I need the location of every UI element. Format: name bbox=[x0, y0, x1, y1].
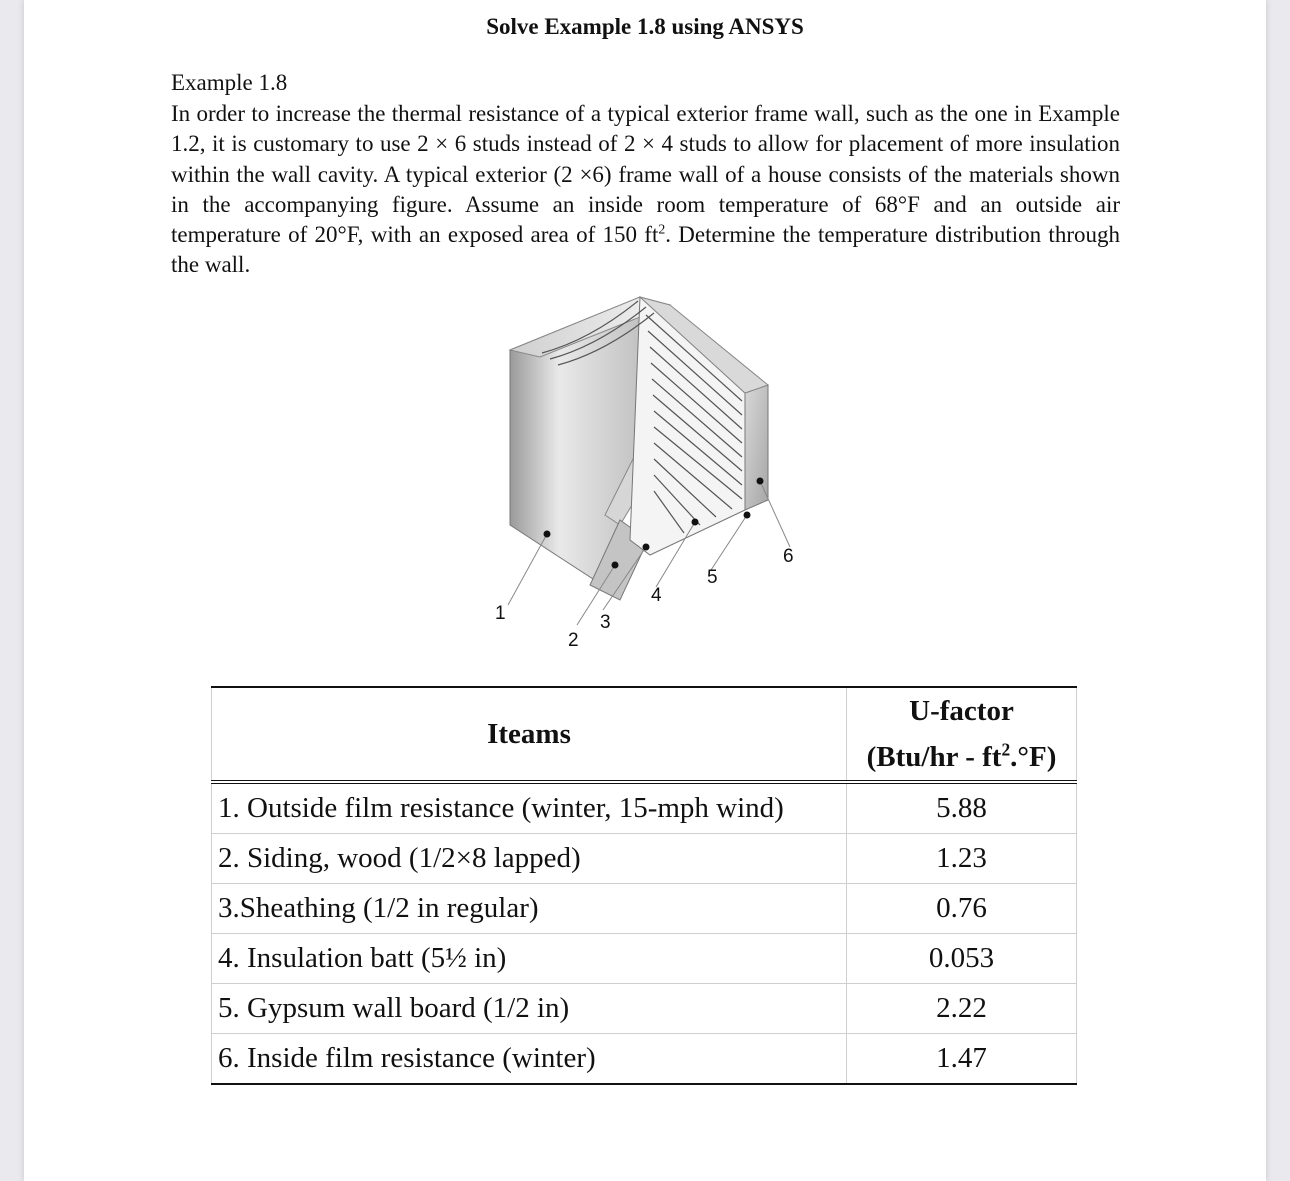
example-heading: Example 1.8 bbox=[171, 70, 288, 95]
problem-text-end: . Determine the temperature distribution through the wall. bbox=[171, 222, 1120, 278]
row-item: 2. Siding, wood (1/2×8 lapped) bbox=[212, 834, 847, 884]
problem-text-start: In order to increase the thermal resistance of a typical exterior frame wall, such as the one in Example 1.2, it is customary to use 2 × 6 studs instead of 2 × 4 studs to allow for placement of more insulation within the wall cavity. A typical exterior (2 ×6) frame wall of a house consists of the materials shown in the accompanying figure. Assume an inside room temperature of 68°F and an outside air temperature of 20°F, with an exposed area of 150 ft bbox=[171, 101, 1120, 248]
layer-label-5: 5 bbox=[707, 567, 718, 588]
row-item: 5. Gypsum wall board (1/2 in) bbox=[212, 984, 847, 1034]
row-value: 0.76 bbox=[847, 884, 1077, 934]
layer-label-4: 4 bbox=[651, 585, 662, 606]
table-row bbox=[212, 834, 1077, 884]
row-value: 1.23 bbox=[847, 834, 1077, 884]
wall-diagram bbox=[470, 285, 810, 665]
header-u-factor bbox=[847, 687, 1077, 782]
table-row bbox=[212, 782, 1077, 834]
row-value: 0.053 bbox=[847, 934, 1077, 984]
row-value: 2.22 bbox=[847, 984, 1077, 1034]
layer-label-2: 2 bbox=[568, 630, 579, 651]
unit-exponent: 2 bbox=[1001, 739, 1011, 760]
table-row bbox=[212, 934, 1077, 984]
header-items: Iteams bbox=[212, 687, 847, 782]
u-factor-unit bbox=[853, 734, 1070, 780]
table-row bbox=[212, 984, 1077, 1034]
table-row bbox=[212, 884, 1077, 934]
u-factor-table bbox=[211, 686, 1077, 1085]
unit-text-end: .°F) bbox=[1010, 741, 1057, 773]
row-item: 6. Inside film resistance (winter) bbox=[212, 1034, 847, 1085]
row-item: 3.Sheathing (1/2 in regular) bbox=[212, 884, 847, 934]
row-item: 4. Insulation batt (5½ in) bbox=[212, 934, 847, 984]
wall-layers-figure bbox=[470, 285, 810, 665]
problem-statement bbox=[171, 99, 1120, 281]
table-row bbox=[212, 1034, 1077, 1085]
row-value: 5.88 bbox=[847, 782, 1077, 834]
unit-text: (Btu/hr - ft bbox=[866, 741, 1002, 773]
row-item: 1. Outside film resistance (winter, 15-mph wind) bbox=[212, 782, 847, 834]
row-value: 1.47 bbox=[847, 1034, 1077, 1085]
layer-label-1: 1 bbox=[495, 603, 506, 624]
page-title: Solve Example 1.8 using ANSYS bbox=[486, 14, 804, 39]
layer-label-6: 6 bbox=[783, 546, 794, 567]
table-header-row bbox=[212, 687, 1077, 782]
u-factor-label: U-factor bbox=[909, 695, 1014, 727]
area-exponent: 2 bbox=[658, 221, 666, 237]
layer-label-3: 3 bbox=[600, 612, 611, 633]
